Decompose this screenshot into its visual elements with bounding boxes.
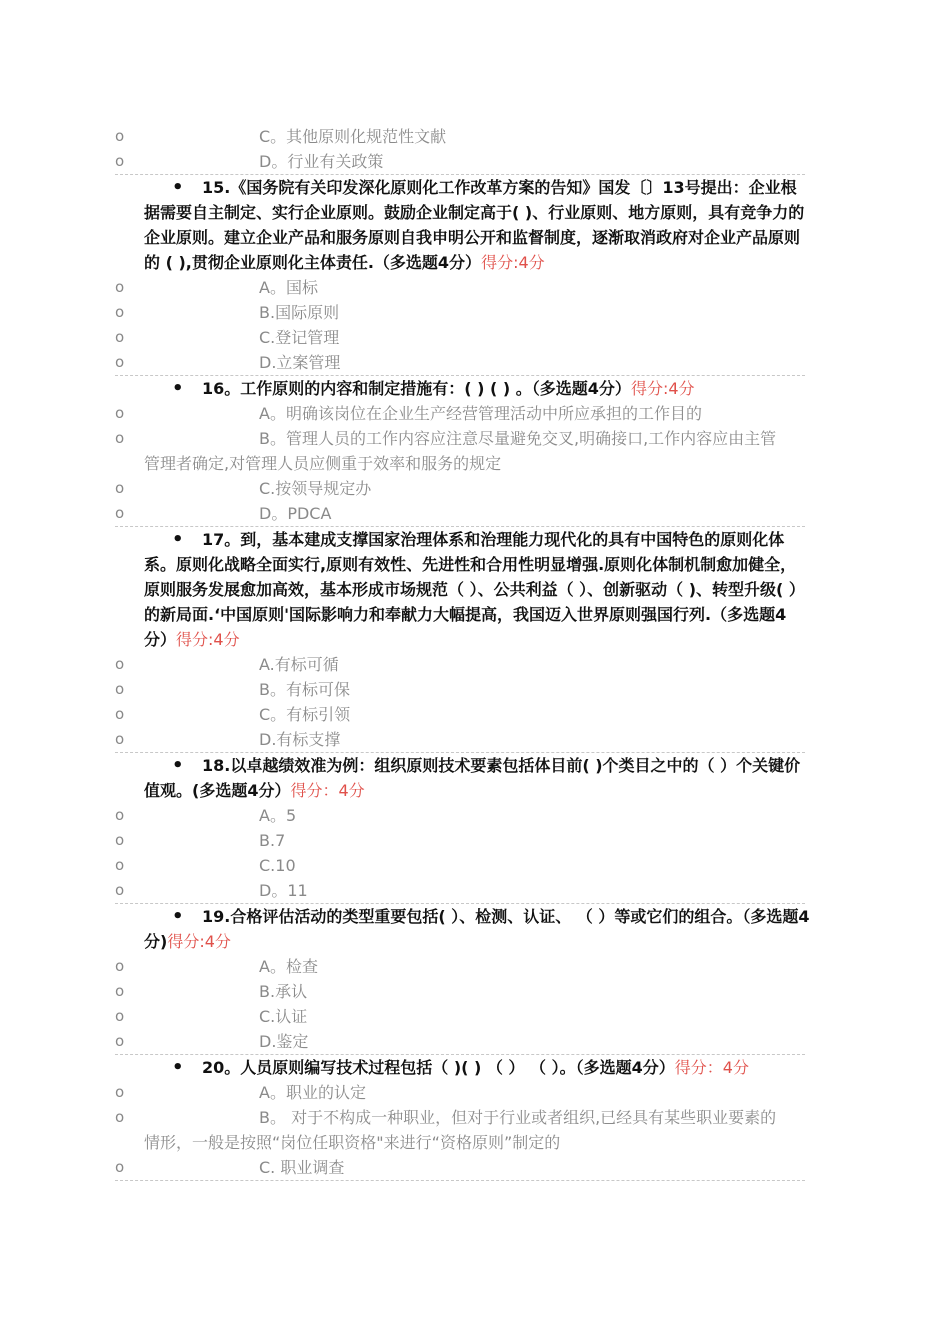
option-text: B。管理人员的工作内容应注意尽量避免交叉,明确接口,工作内容应由主管 (259, 429, 777, 448)
option-item (0, 727, 950, 752)
option-item (0, 1105, 950, 1155)
question-text: 16。工作原则的内容和制定措施有：( ) ( ) 。（多选题4分） (202, 379, 631, 398)
question-text: 20。人员原则编写技术过程包括（ )( ) （ ） （ ）。（多选题4分） (202, 1058, 675, 1077)
option-item (0, 300, 950, 325)
bullet-dot-icon: • (172, 177, 184, 198)
option-text: B.国际原则 (259, 303, 340, 322)
bullet-circle-icon: o (115, 1032, 125, 1050)
question-item (0, 376, 950, 401)
option-text: D.鉴定 (259, 1032, 309, 1051)
option-item (0, 652, 950, 677)
option-item (0, 124, 950, 149)
bullet-circle-icon: o (115, 957, 125, 975)
option-text-continuation: 管理者确定,对管理人员应侧重于效率和服务的规定 (144, 454, 502, 473)
bullet-circle-icon: o (115, 806, 125, 824)
score-label: 得分:4分 (630, 379, 695, 398)
option-text: C。其他原则化规范性文献 (259, 127, 447, 146)
bullet-circle-icon: o (115, 303, 125, 321)
option-item (0, 401, 950, 426)
option-item (0, 954, 950, 979)
bullet-circle-icon: o (115, 504, 125, 522)
bullet-circle-icon: o (115, 127, 125, 145)
option-text: C.按领导规定办 (259, 479, 372, 498)
option-item (0, 325, 950, 350)
option-text: A。检查 (259, 957, 318, 976)
question-item (0, 175, 950, 275)
option-item (0, 1155, 950, 1180)
bullet-dot-icon: • (172, 378, 184, 399)
bullet-circle-icon: o (115, 730, 125, 748)
option-text: C.10 (259, 856, 296, 875)
score-label: 得分：4分 (290, 781, 365, 800)
option-text: D。11 (259, 881, 308, 900)
option-text: D.立案管理 (259, 353, 341, 372)
question-item (0, 527, 950, 652)
option-text: A.有标可循 (259, 655, 339, 674)
option-text-continuation: 情形，一般是按照“岗位任职资格"来进行“资格原则”制定的 (144, 1133, 561, 1152)
option-text: C. 职业调查 (259, 1158, 345, 1177)
option-item (0, 828, 950, 853)
option-item (0, 275, 950, 300)
option-text: D.有标支撑 (259, 730, 341, 749)
bullet-circle-icon: o (115, 278, 125, 296)
bullet-dot-icon: • (172, 529, 184, 550)
bullet-circle-icon: o (115, 982, 125, 1000)
option-item (0, 677, 950, 702)
bullet-circle-icon: o (115, 404, 125, 422)
question-text: 15.《国务院有关印发深化原则化工作改革方案的告知》国发〔〕13号提出：企业根据需要自主制定、实行企业原则。鼓励企业制定高于( )、行业原则、地方原则，具有竞争力的企业原则。建立企业产品和服务原则自我申明公开和监督制度，逐渐取消政府对企业产品原则的 ( ),贯彻企业原则化主体责任.（多选题4分） (144, 178, 805, 272)
option-text: C.认证 (259, 1007, 308, 1026)
bullet-circle-icon: o (115, 680, 125, 698)
question-text: 19.合格评估活动的类型重要包括( ）、检测、认证、 （ ）等或它们的组合。（多选题4分) (144, 907, 810, 951)
dashed-divider (115, 1180, 805, 1181)
option-text: B。 对于不构成一种职业，但对于行业或者组织,已经具有某些职业要素的 (259, 1108, 777, 1127)
option-item (0, 426, 950, 476)
question-item (0, 904, 950, 954)
option-text: D。行业有关政策 (259, 152, 384, 171)
option-item (0, 878, 950, 903)
option-item (0, 1004, 950, 1029)
bullet-dot-icon: • (172, 1057, 184, 1078)
option-item (0, 1029, 950, 1054)
bullet-circle-icon: o (115, 152, 125, 170)
question-text: 17。到，基本建成支撑国家治理体系和治理能力现代化的具有中国特色的原则化体系。原则化战略全面实行,原则有效性、先进性和合用性明显增强.原则化体制机制愈加健全，原则服务发展愈加高效，基本形成市场规范（ ）、公共利益（ ）、创新驱动（ )、转型升级( ）的新局面.‘中国原则'国际影响力和奉献力大幅提高，我国迈入世界原则强国行列.（多选题4分） (144, 530, 805, 649)
bullet-circle-icon: o (115, 705, 125, 723)
bullet-circle-icon: o (115, 831, 125, 849)
bullet-circle-icon: o (115, 429, 125, 447)
bullet-circle-icon: o (115, 328, 125, 346)
option-item (0, 149, 950, 174)
score-label: 得分:4分 (481, 253, 545, 272)
score-label: 得分:4分 (176, 630, 240, 649)
score-label: 得分:4分 (167, 932, 231, 951)
option-item (0, 803, 950, 828)
bullet-dot-icon: • (172, 906, 184, 927)
option-text: A。职业的认定 (259, 1083, 366, 1102)
option-text: B.承认 (259, 982, 308, 1001)
option-item (0, 702, 950, 727)
option-item (0, 350, 950, 375)
option-text: B.7 (259, 831, 286, 850)
bullet-circle-icon: o (115, 1083, 125, 1101)
bullet-circle-icon: o (115, 655, 125, 673)
option-item (0, 1080, 950, 1105)
question-item (0, 753, 950, 803)
question-list (0, 124, 950, 1181)
option-text: D。PDCA (259, 504, 332, 523)
bullet-circle-icon: o (115, 1158, 125, 1176)
option-item (0, 979, 950, 1004)
option-item (0, 501, 950, 526)
option-text: B。有标可保 (259, 680, 350, 699)
option-item (0, 853, 950, 878)
bullet-circle-icon: o (115, 881, 125, 899)
question-text: 18.以卓越绩效准为例：组织原则技术要素包括体目前( )个类目之中的（ ）个关键价值观。(多选题4分） (144, 756, 801, 800)
option-text: A。明确该岗位在企业生产经营管理活动中所应承担的工作目的 (259, 404, 702, 423)
bullet-circle-icon: o (115, 856, 125, 874)
bullet-circle-icon: o (115, 479, 125, 497)
option-text: A。5 (259, 806, 297, 825)
bullet-circle-icon: o (115, 1108, 125, 1126)
bullet-circle-icon: o (115, 353, 125, 371)
option-text: C.登记管理 (259, 328, 340, 347)
bullet-dot-icon: • (172, 755, 184, 776)
option-text: A。国标 (259, 278, 318, 297)
option-item (0, 476, 950, 501)
bullet-circle-icon: o (115, 1007, 125, 1025)
question-item (0, 1055, 950, 1080)
option-text: C。有标引领 (259, 705, 351, 724)
score-label: 得分：4分 (674, 1058, 749, 1077)
